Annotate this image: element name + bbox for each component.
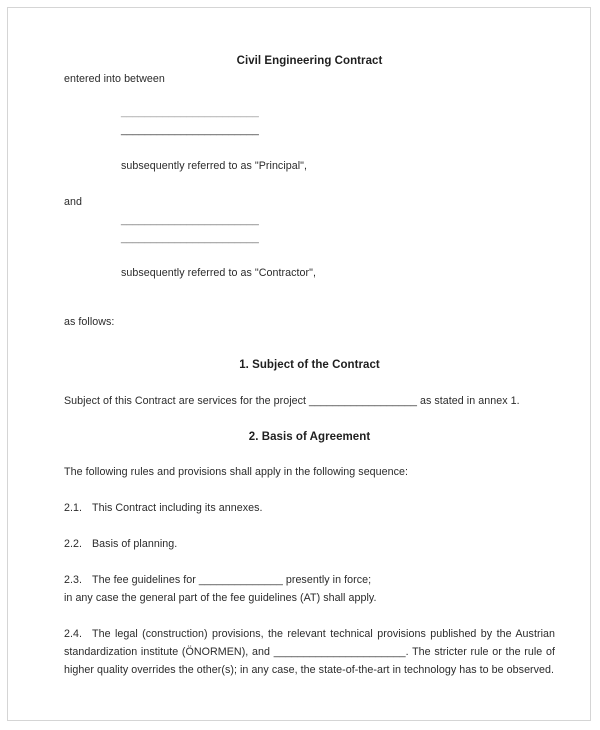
document-page (7, 7, 591, 721)
contractor-blank-line-1: _______________________ (121, 214, 259, 226)
section-1-body: Subject of this Contract are services for the project __________________ as stated in annex 1. (64, 395, 520, 407)
clause-number: 2.3. (64, 574, 83, 586)
clause-continuation: in any case the general part of the fee guidelines (AT) shall apply. (64, 592, 377, 604)
conjunction-and: and (64, 196, 82, 208)
document-body (8, 8, 590, 679)
contractor-party-block (64, 211, 555, 282)
clause-item-2-3 (64, 571, 555, 607)
principal-party-block (64, 103, 555, 175)
section-1-heading: 1. Subject of the Contract (239, 359, 380, 371)
section-2-heading: 2. Basis of Agreement (248, 431, 371, 443)
clause-line (64, 499, 555, 517)
clause-item-2-4 (64, 625, 555, 679)
principal-blank-line-1: _______________________ (121, 106, 259, 118)
clause-item-2-1 (64, 499, 555, 517)
principal-clause: subsequently referred to as "Principal", (121, 160, 308, 172)
clause-number: 2.2. (64, 538, 83, 550)
clause-line (64, 571, 555, 589)
clause-continuation: higher quality overrides the other(s); in any case, the state-of-the-art in technology has to be observed. (64, 664, 555, 676)
contractor-blank-line-2: _______________________ (121, 232, 259, 244)
clause-continuation: standardization institute (ÖNORMEN), and ______________________. The stricter rule or the rule of (64, 646, 555, 658)
clause-text: The legal (construction) provisions, the relevant technical provisions published by the Austrian (92, 628, 555, 640)
clause-number: 2.1. (64, 502, 83, 514)
clause-line (64, 625, 555, 643)
intro-clause: entered into between (64, 73, 165, 85)
clause-number: 2.4. (64, 628, 83, 640)
section-2-intro: The following rules and provisions shall apply in the following sequence: (64, 466, 409, 478)
as-follows-clause: as follows: (64, 316, 115, 328)
clause-text: This Contract including its annexes. (92, 502, 263, 514)
clause-item-2-2 (64, 535, 555, 553)
contractor-clause: subsequently referred to as "Contractor", (121, 267, 316, 279)
document-title: Civil Engineering Contract (236, 55, 383, 67)
clause-line (64, 535, 555, 553)
clause-text: Basis of planning. (92, 538, 178, 550)
principal-blank-line-2: _______________________ (121, 124, 259, 136)
clause-text: The fee guidelines for ______________ presently in force; (92, 574, 372, 586)
